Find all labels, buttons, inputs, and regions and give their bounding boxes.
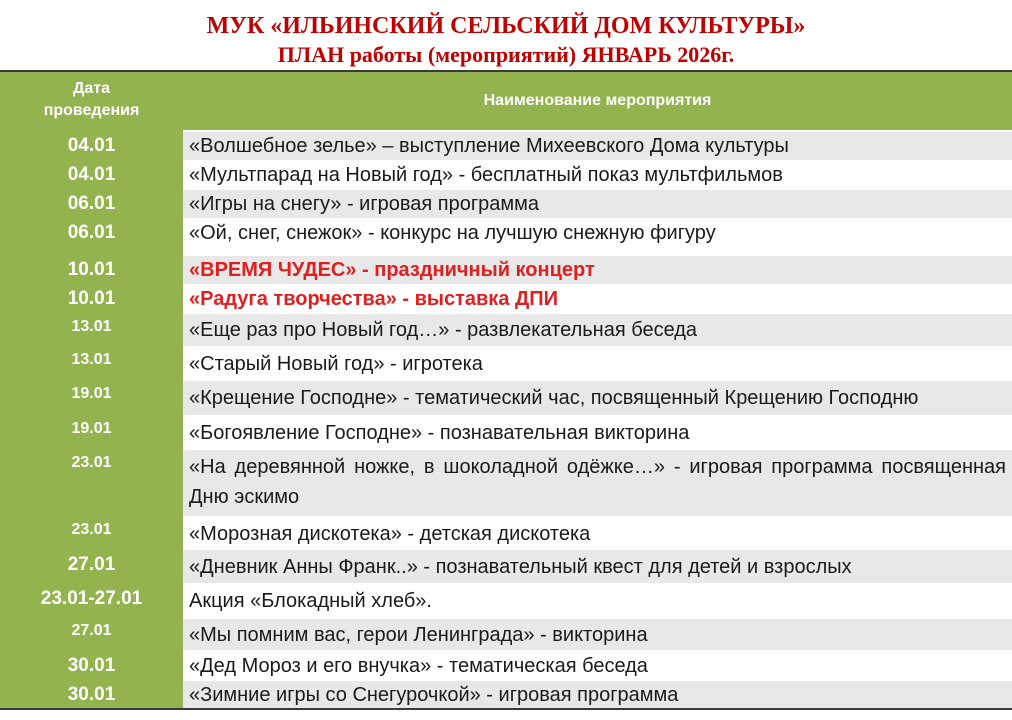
row-date: 19.01 — [71, 385, 112, 402]
document-header — [0, 0, 1012, 70]
table-row — [0, 584, 1012, 618]
row-date: 13.01 — [71, 318, 112, 335]
row-date: 30.01 — [67, 655, 116, 676]
table-bottom-border — [0, 708, 1012, 710]
row-date: 23.01 — [71, 454, 112, 471]
row-date: 06.01 — [67, 193, 116, 214]
row-event: «Старый Новый год» - игротека — [183, 347, 1012, 380]
table-row — [0, 517, 1012, 549]
table-row — [0, 190, 1012, 218]
table-row — [0, 219, 1012, 249]
row-event: Акция «Блокадный хлеб». — [183, 584, 1012, 618]
table-row — [0, 347, 1012, 380]
row-event: «Морозная дискотека» - детская дискотека — [183, 517, 1012, 549]
row-event: «Волшебное зелье» – выступление Михеевского Дома культуры — [183, 132, 1012, 160]
row-event: «Ой, снег, снежок» - конкурс на лучшую снежную фигуру — [183, 219, 1012, 249]
row-event: «Игры на снегу» - игровая программа — [183, 190, 1012, 218]
row-date: 23.01 — [71, 521, 112, 538]
table-row — [0, 256, 1012, 284]
table-row — [0, 132, 1012, 160]
row-date: 10.01 — [67, 259, 116, 280]
table-row — [0, 285, 1012, 313]
table-header — [0, 72, 1012, 131]
table-row — [0, 619, 1012, 650]
events-table — [0, 70, 1012, 710]
table-row — [0, 314, 1012, 346]
row-event: «ВРЕМЯ ЧУДЕС» - праздничный концерт — [183, 256, 1012, 284]
row-date: 23.01-27.01 — [40, 588, 143, 609]
row-date: 10.01 — [67, 288, 116, 309]
table-row — [0, 651, 1012, 680]
row-event: «Крещение Господне» - тематический час, посвященный Крещению Господню — [183, 381, 1012, 415]
row-event: «Радуга творчества» - выставка ДПИ — [183, 285, 1012, 313]
row-event: «Зимние игры со Снегурочкой» - игровая программа — [183, 681, 1012, 710]
document-title: МУК «ИЛЬИНСКИЙ СЕЛЬСКИЙ ДОМ КУЛЬТУРЫ» — [206, 13, 806, 39]
row-event: «Дед Мороз и его внучка» - тематическая беседа — [183, 651, 1012, 680]
row-date: 06.01 — [67, 222, 116, 243]
row-event: «Еще раз про Новый год…» - развлекательная беседа — [183, 314, 1012, 346]
document-subtitle: ПЛАН работы (мероприятий) ЯНВАРЬ 2026г. — [277, 42, 735, 67]
row-event: «Дневник Анны Франк..» - познавательный квест для детей и взрослых — [183, 550, 1012, 583]
row-date: 04.01 — [67, 135, 116, 156]
row-date: 19.01 — [71, 420, 112, 437]
table-row — [0, 681, 1012, 710]
table-row — [0, 416, 1012, 449]
row-date: 30.01 — [67, 684, 116, 705]
row-event: «Богоявление Господне» - познавательная викторина — [183, 416, 1012, 449]
header-date-line2: проведения — [43, 102, 140, 119]
row-date: 27.01 — [71, 622, 112, 639]
table-row — [0, 161, 1012, 189]
header-date-line1: Дата — [72, 80, 111, 97]
header-event-name: Наименование мероприятия — [483, 92, 712, 109]
table-row — [0, 450, 1012, 516]
row-date: 04.01 — [67, 164, 116, 185]
row-date: 13.01 — [71, 351, 112, 368]
row-date: 27.01 — [67, 554, 116, 575]
table-row — [0, 550, 1012, 583]
row-event: «На деревянной ножке, в шоколадной одёжке…» - игровая программа посвященная Дню эскимо — [183, 450, 1012, 516]
row-event: «Мы помним вас, герои Ленинграда» - викторина — [183, 619, 1012, 650]
header-date — [0, 78, 183, 122]
table-row — [0, 381, 1012, 415]
row-event: «Мультпарад на Новый год» - бесплатный показ мультфильмов — [183, 161, 1012, 189]
